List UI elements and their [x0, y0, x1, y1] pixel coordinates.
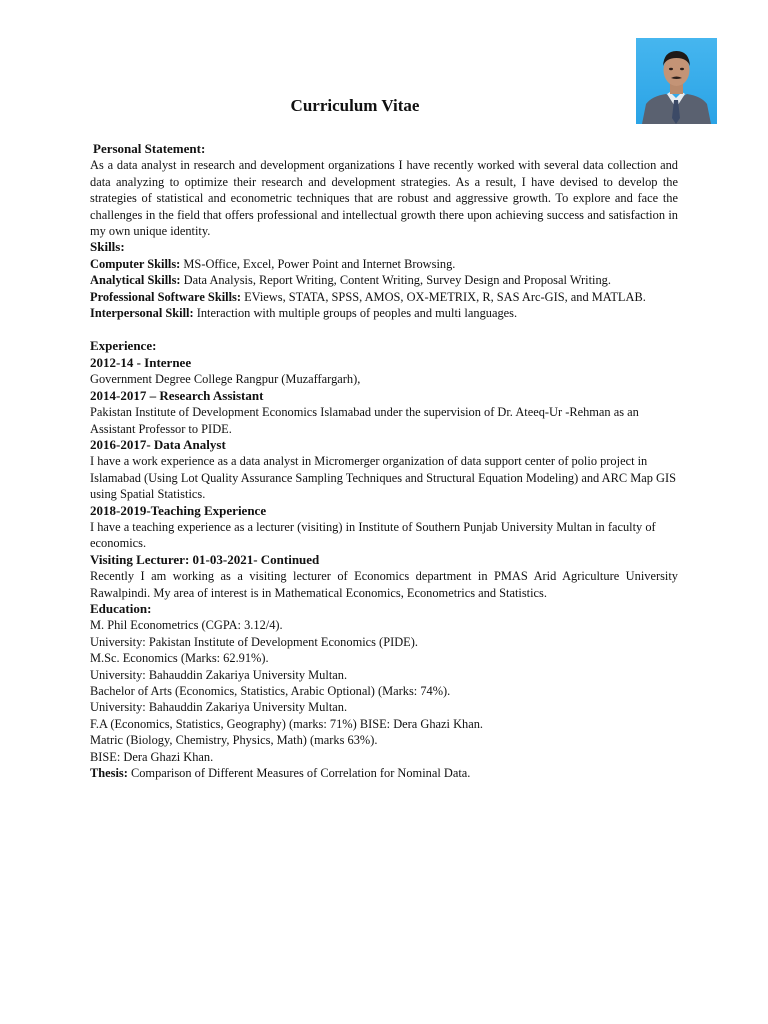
education-line: University: Bahauddin Zakariya University Multan. [90, 667, 348, 682]
education-line: BISE: Dera Ghazi Khan. [90, 749, 214, 764]
skill-software: Professional Software Skills: EViews, STATA, SPSS, AMOS, OX-METRIX, R, SAS Arc-GIS, and MATLAB. [90, 289, 646, 304]
education-line: University: Pakistan Institute of Development Economics (PIDE). [90, 634, 418, 649]
education-line: University: Bahauddin Zakariya University Multan. [90, 700, 348, 715]
experience-title: 2014-2017 – Research Assistant [90, 387, 264, 403]
document-title: Curriculum Vitae [290, 96, 420, 115]
experience-text: Government Degree College Rangpur (Muzaffargarh), [90, 372, 361, 387]
experience-title: 2018-2019-Teaching Experience [90, 502, 267, 518]
experience-text: Pakistan Institute of Development Economics Islamabad under the supervision of Dr. Ateeq-Ur -Rehman as an Assistant Professor to PIDE. [90, 405, 639, 436]
skill-computer: Computer Skills: MS-Office, Excel, Power Point and Internet Browsing. [90, 256, 456, 271]
experience-text: Recently I am working as a visiting lecturer of Economics department in PMAS Arid Agriculture University Rawalpindi. My area of interest is in Mathematical Economics, Econometrics and Statistics. [90, 569, 678, 600]
skill-analytical: Analytical Skills: Data Analysis, Report Writing, Content Writing, Survey Design and Proposal Writing. [90, 273, 611, 288]
education-line: F.A (Economics, Statistics, Geography) (marks: 71%) BISE: Dera Ghazi Khan. [90, 716, 484, 731]
education-line: M.Sc. Economics (Marks: 62.91%). [90, 651, 269, 666]
cv-content [90, 141, 678, 781]
education-line: M. Phil Econometrics (CGPA: 3.12/4). [90, 618, 283, 633]
experience-title: Visiting Lecturer: 01-03-2021- Continued [90, 551, 320, 567]
education-line: Matric (Biology, Chemistry, Physics, Math) (marks 63%). [90, 733, 378, 748]
education-heading: Education: [90, 600, 152, 616]
skills-heading: Skills: [90, 239, 125, 255]
experience-heading: Experience: [90, 338, 157, 354]
thesis-line: Thesis: Comparison of Different Measures of Correlation for Nominal Data. [90, 766, 471, 781]
personal-statement-heading: Personal Statement: [93, 141, 206, 156]
spacer [90, 321, 678, 338]
education-line: Bachelor of Arts (Economics, Statistics, Arabic Optional) (Marks: 74%). [90, 684, 451, 698]
experience-text: I have a teaching experience as a lecturer (visiting) in Institute of Southern Punjab University Multan in faculty of economics. [90, 519, 656, 551]
skill-interpersonal: Interpersonal Skill: Interaction with multiple groups of peoples and multi languages. [90, 306, 518, 321]
personal-statement-text: As a data analyst in research and development organizations I have recently worked with several data collection and data analyzing to optimize their research and development strategies. As a result, I have devised to develop the strategies of statistical and econometric techniques that are robust and aggressive growth. To explore and face the challenges in the field that offers professional and intellectual growth there upon achieving success and satisfaction in my own unique identity. [90, 158, 678, 239]
experience-text: I have a work experience as a data analyst in Micromerger organization of data support center of polio project in Islamabad (Using Lot Quality Assurance Sampling Techniques and Structural Equation Modeling) and ARC Map GIS using Spatial Statistics. [90, 454, 676, 502]
experience-title: 2012-14 - Internee [90, 354, 192, 370]
experience-title: 2016-2017- Data Analyst [90, 436, 226, 452]
